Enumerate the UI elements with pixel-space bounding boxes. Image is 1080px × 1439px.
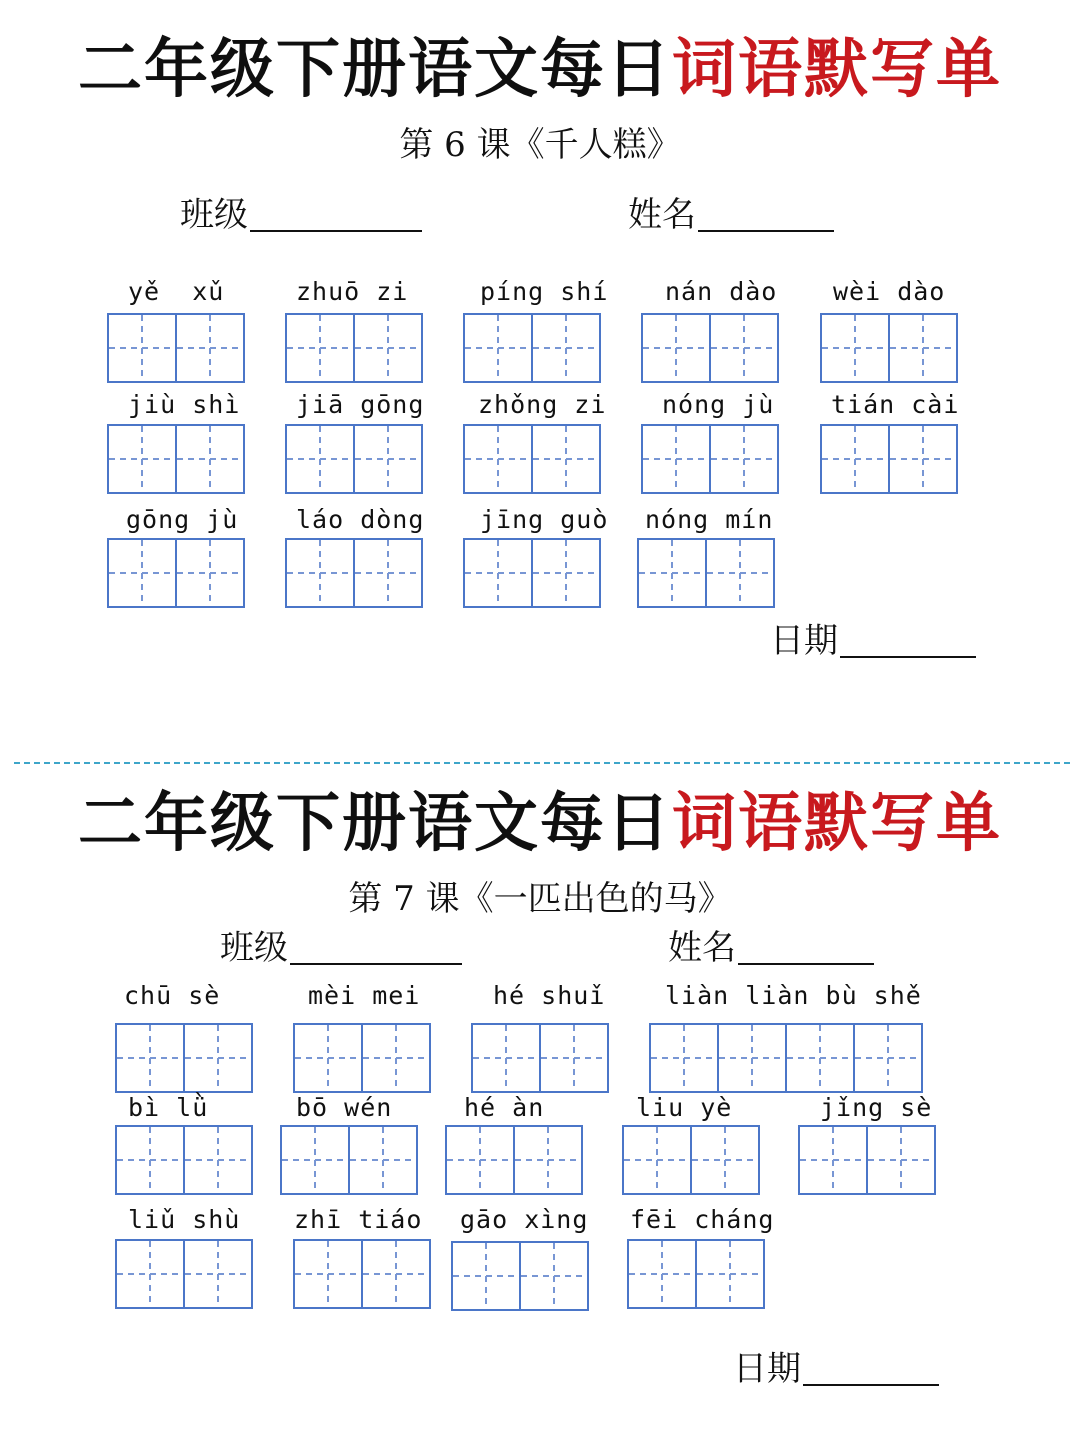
- char-box[interactable]: [717, 1023, 787, 1093]
- char-box[interactable]: [183, 1125, 253, 1195]
- char-box[interactable]: [820, 424, 890, 494]
- char-box[interactable]: [451, 1241, 521, 1311]
- char-box[interactable]: [285, 313, 355, 383]
- char-box[interactable]: [471, 1023, 541, 1093]
- word-writing-grid[interactable]: [285, 424, 423, 494]
- char-box[interactable]: [285, 538, 355, 608]
- word-pinyin: liàn liàn bù shě: [665, 981, 922, 1010]
- lesson-title: 第 7 课《一匹出色的马》: [348, 879, 732, 919]
- char-box[interactable]: [115, 1023, 185, 1093]
- word-writing-grid[interactable]: [445, 1125, 583, 1195]
- char-box[interactable]: [709, 424, 779, 494]
- name-field: [628, 195, 834, 235]
- char-box[interactable]: [539, 1023, 609, 1093]
- char-box[interactable]: [348, 1125, 418, 1195]
- word-pinyin: jiù shì: [128, 390, 241, 419]
- class-blank[interactable]: [290, 933, 462, 965]
- title-black-part: 二年级下册语文每日: [78, 786, 672, 861]
- date-blank[interactable]: [803, 1354, 939, 1386]
- word-writing-grid[interactable]: [285, 313, 423, 383]
- char-box[interactable]: [183, 1239, 253, 1309]
- char-box[interactable]: [175, 313, 245, 383]
- char-box[interactable]: [641, 424, 711, 494]
- word-writing-grid[interactable]: [641, 424, 779, 494]
- char-box[interactable]: [107, 313, 177, 383]
- word-writing-grid[interactable]: [107, 313, 245, 383]
- word-pinyin: láo dòng: [296, 505, 425, 534]
- word-pinyin: bō wén: [296, 1093, 393, 1122]
- char-box[interactable]: [627, 1239, 697, 1309]
- word-pinyin: gōng jù: [126, 505, 239, 534]
- char-box[interactable]: [293, 1023, 363, 1093]
- char-box[interactable]: [353, 313, 423, 383]
- word-writing-grid[interactable]: [293, 1023, 431, 1093]
- sheet-title: [0, 786, 1080, 861]
- char-box[interactable]: [853, 1023, 923, 1093]
- class-blank[interactable]: [250, 200, 422, 232]
- char-box[interactable]: [115, 1239, 185, 1309]
- word-writing-grid[interactable]: [463, 313, 601, 383]
- word-writing-grid[interactable]: [798, 1125, 936, 1195]
- class-field: [180, 195, 422, 235]
- word-pinyin: fēi cháng: [630, 1205, 775, 1234]
- word-writing-grid[interactable]: [641, 313, 779, 383]
- char-box[interactable]: [641, 313, 711, 383]
- word-writing-grid[interactable]: [649, 1023, 923, 1093]
- word-writing-grid[interactable]: [471, 1023, 609, 1093]
- word-pinyin: jǐng sè: [820, 1093, 933, 1122]
- name-label: 姓名: [668, 928, 736, 968]
- word-writing-grid[interactable]: [115, 1239, 253, 1309]
- char-box[interactable]: [798, 1125, 868, 1195]
- word-pinyin: bì lǜ: [128, 1093, 209, 1122]
- char-box[interactable]: [107, 538, 177, 608]
- word-pinyin: hé àn: [464, 1093, 545, 1122]
- char-box[interactable]: [463, 424, 533, 494]
- word-pinyin: wèi dào: [833, 277, 946, 306]
- word-writing-grid[interactable]: [820, 424, 958, 494]
- char-box[interactable]: [695, 1239, 765, 1309]
- word-writing-grid[interactable]: [280, 1125, 418, 1195]
- word-writing-grid[interactable]: [820, 313, 958, 383]
- word-writing-grid[interactable]: [115, 1125, 253, 1195]
- word-pinyin: píng shí: [480, 277, 609, 306]
- word-writing-grid[interactable]: [463, 424, 601, 494]
- char-box[interactable]: [361, 1023, 431, 1093]
- word-writing-grid[interactable]: [285, 538, 423, 608]
- char-box[interactable]: [531, 538, 601, 608]
- title-black-part: 二年级下册语文每日: [78, 32, 672, 107]
- char-box[interactable]: [361, 1239, 431, 1309]
- date-label: 日期: [770, 621, 838, 661]
- char-box[interactable]: [888, 313, 958, 383]
- word-pinyin: zhuō zi: [296, 277, 409, 306]
- word-writing-grid[interactable]: [107, 424, 245, 494]
- word-writing-grid[interactable]: [451, 1241, 589, 1311]
- char-box[interactable]: [280, 1125, 350, 1195]
- char-box[interactable]: [531, 313, 601, 383]
- char-box[interactable]: [531, 424, 601, 494]
- char-box[interactable]: [445, 1125, 515, 1195]
- char-box[interactable]: [866, 1125, 936, 1195]
- char-box[interactable]: [353, 424, 423, 494]
- name-field: [668, 928, 874, 968]
- title-red-part: 词语默写单: [672, 32, 1002, 107]
- word-pinyin: yě xǔ: [128, 277, 225, 306]
- char-box[interactable]: [463, 538, 533, 608]
- date-blank[interactable]: [840, 626, 976, 658]
- date-label: 日期: [733, 1349, 801, 1389]
- word-pinyin: zhǒng zi: [478, 390, 607, 419]
- char-box[interactable]: [820, 313, 890, 383]
- word-writing-grid[interactable]: [293, 1239, 431, 1309]
- name-blank[interactable]: [738, 933, 874, 965]
- title-red-part: 词语默写单: [672, 786, 1002, 861]
- word-writing-grid[interactable]: [637, 538, 775, 608]
- char-box[interactable]: [115, 1125, 185, 1195]
- word-writing-grid[interactable]: [463, 538, 601, 608]
- word-pinyin: zhī tiáo: [294, 1205, 423, 1234]
- word-pinyin: nóng jù: [662, 390, 775, 419]
- char-box[interactable]: [649, 1023, 719, 1093]
- char-box[interactable]: [888, 424, 958, 494]
- char-box[interactable]: [709, 313, 779, 383]
- char-box[interactable]: [175, 424, 245, 494]
- char-box[interactable]: [285, 424, 355, 494]
- char-box[interactable]: [637, 538, 707, 608]
- char-box[interactable]: [622, 1125, 692, 1195]
- word-pinyin: liu yè: [636, 1093, 733, 1122]
- class-label: 班级: [180, 195, 248, 235]
- word-writing-grid[interactable]: [107, 538, 245, 608]
- char-box[interactable]: [175, 538, 245, 608]
- char-box[interactable]: [705, 538, 775, 608]
- lesson-title: 第 6 课《千人糕》: [399, 125, 681, 165]
- sheet-divider: [14, 762, 1070, 764]
- class-label: 班级: [220, 928, 288, 968]
- word-writing-grid[interactable]: [115, 1023, 253, 1093]
- word-pinyin: nán dào: [665, 277, 778, 306]
- date-field: [770, 621, 976, 661]
- word-pinyin: chū sè: [124, 981, 221, 1010]
- word-pinyin: liǔ shù: [128, 1205, 241, 1234]
- word-pinyin: tián cài: [831, 390, 960, 419]
- word-pinyin: hé shuǐ: [493, 981, 606, 1010]
- char-box[interactable]: [293, 1239, 363, 1309]
- name-label: 姓名: [628, 195, 696, 235]
- word-pinyin: jiā gōng: [296, 390, 425, 419]
- char-box[interactable]: [785, 1023, 855, 1093]
- sheet-title: [0, 32, 1080, 107]
- char-box[interactable]: [107, 424, 177, 494]
- word-pinyin: gāo xìng: [460, 1205, 589, 1234]
- date-field: [733, 1349, 939, 1389]
- char-box[interactable]: [513, 1125, 583, 1195]
- word-pinyin: jīng guò: [480, 505, 609, 534]
- name-blank[interactable]: [698, 200, 834, 232]
- word-pinyin: nóng mín: [645, 505, 774, 534]
- char-box[interactable]: [353, 538, 423, 608]
- word-writing-grid[interactable]: [622, 1125, 760, 1195]
- class-field: [220, 928, 462, 968]
- word-pinyin: mèi mei: [308, 981, 421, 1010]
- char-box[interactable]: [183, 1023, 253, 1093]
- char-box[interactable]: [463, 313, 533, 383]
- word-writing-grid[interactable]: [627, 1239, 765, 1309]
- char-box[interactable]: [519, 1241, 589, 1311]
- char-box[interactable]: [690, 1125, 760, 1195]
